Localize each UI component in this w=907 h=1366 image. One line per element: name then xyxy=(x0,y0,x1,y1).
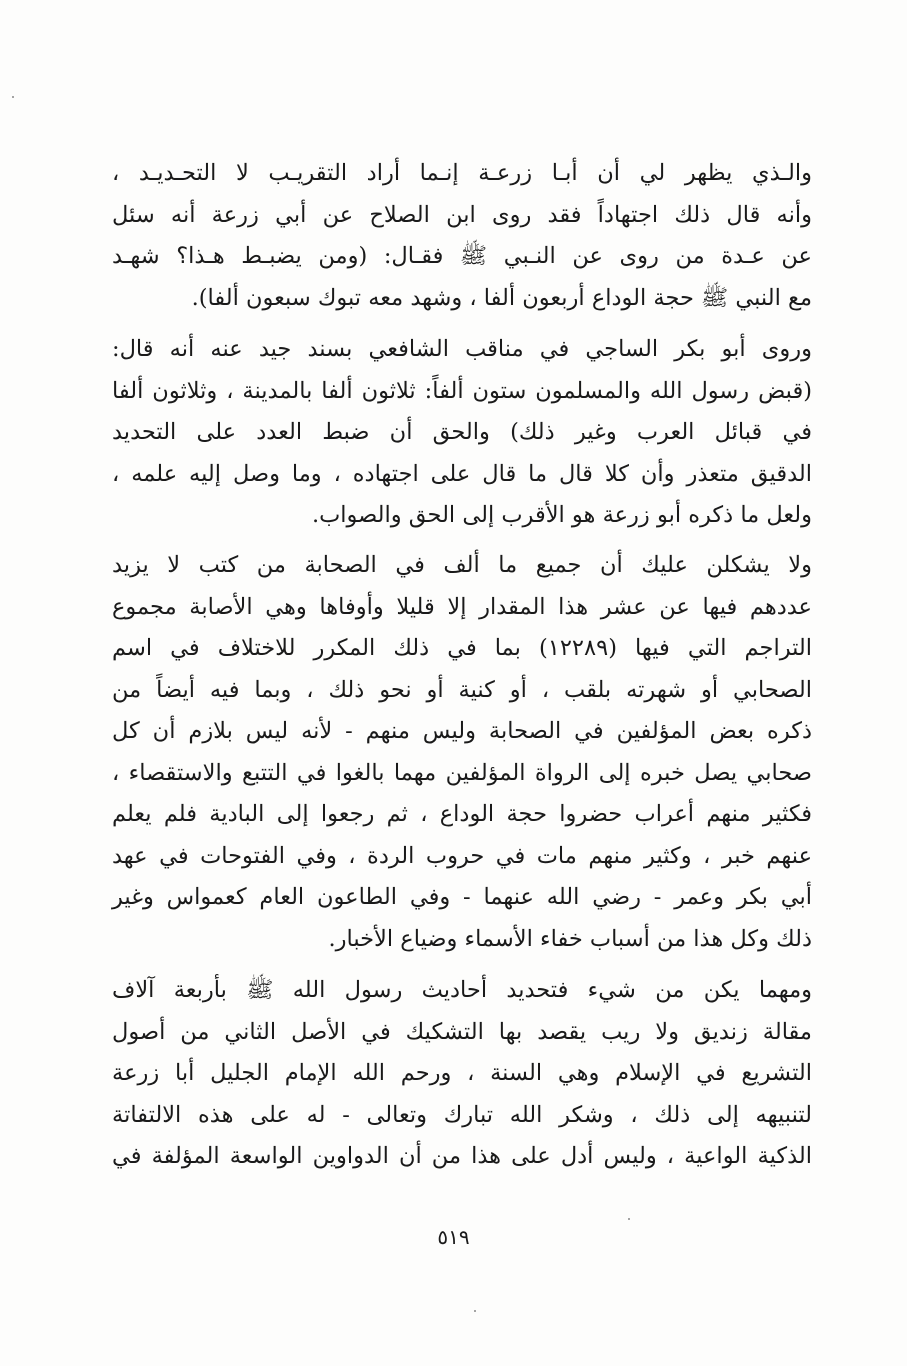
text-line: فكثير منهم أعراب حضروا حجة الوداع ، ثم رجعوا إلى البادية فلم يعلم xyxy=(112,801,812,827)
text-line: ذلك وكل هذا من أسباب خفاء الأسماء وضياع الأخبار. xyxy=(328,925,812,952)
text-line: مع النبي ﷺ حجة الوداع أربعون ألفا ، وشهد معه تبوك سبعون ألفا). xyxy=(191,284,812,311)
text-line: (قبض رسول الله والمسلمون ستون ألفاً: ثلاثون ألفا بالمدينة ، وثلاثون ألفا xyxy=(112,377,812,404)
page-number: ٥١٩ xyxy=(437,1225,470,1249)
scan-speck xyxy=(474,1310,476,1312)
text-line: عنهم خبر ، وكثير منهم مات في حروب الردة ، وفي الفتوحات في عهد xyxy=(112,842,812,869)
text-line: مقالة زنديق ولا ريب يقصد بها التشكيك في الأصل الثاني من أصول xyxy=(112,1018,812,1045)
text-line: والـذي يظهر لي أن أبـا زرعـة إنـما أراد التقريـب لا التحـديـد ، xyxy=(112,160,812,186)
text-line: أبي بكر وعمر - رضي الله عنهما - وفي الطاعون العام كعمواس وغير xyxy=(112,884,812,910)
text-line: ولا يشكلن عليك أن جميع ما ألف في الصحابة من كتب لا يزيد xyxy=(112,552,812,578)
text-line: وأنه قال ذلك اجتهاداً فقد روى ابن الصلاح عن أبي زرعة أنه سئل xyxy=(112,201,812,228)
scan-speck xyxy=(12,96,14,98)
scan-speck xyxy=(628,1218,630,1220)
text-line: صحابي يصل خبره إلى الرواة المؤلفين مهما بالغوا في التتبع والاستقصاء ، xyxy=(112,759,812,786)
text-line: في قبائل العرب وغير ذلك) والحق أن ضبط العدد على التحديد xyxy=(112,419,812,445)
text-line: وروى أبو بكر الساجي في مناقب الشافعي بسند جيد عنه أنه قال: xyxy=(112,336,812,362)
text-line: لتنبيهه إلى ذلك ، وشكر الله تبارك وتعالى - له على هذه الالتفاتة xyxy=(112,1101,812,1128)
text-line: عددهم فيها عن عشر هذا المقدار إلا قليلا وأوفاها وهي الأصابة مجموع xyxy=(112,593,812,620)
paragraph-2 xyxy=(112,329,812,537)
text-line: ذكره بعض المؤلفين في الصحابة وليس منهم - لأنه ليس بلازم أن كل xyxy=(112,718,812,744)
text-line: عن عـدة من روى عن النـبي ﷺ فقـال: (ومن يضبـط هـذا؟ شهـد xyxy=(112,243,812,269)
paragraph-1 xyxy=(112,153,812,319)
text-line: التراجم التي فيها (١٢٢٨٩) بما في ذلك المكرر للاختلاف في اسم xyxy=(112,635,813,661)
paragraph-4 xyxy=(112,970,812,1178)
text-line: ومهما يكن من شيء فتحديد أحاديث رسول الله ﷺ بأربعة آلاف xyxy=(112,977,812,1003)
text-line: الذكية الواعية ، وليس أدل على هذا من أن الدواوين الواسعة المؤلفة في xyxy=(112,1143,812,1169)
text-line: الصحابي أو شهرته بلقب ، أو كنية أو نحو ذلك ، وبما فيه أيضاً من xyxy=(112,676,812,703)
text-line: الدقيق متعذر وأن كلا قال ما قال على اجتهاده ، وما وصل إليه علمه ، xyxy=(112,460,812,487)
paragraph-3 xyxy=(112,545,812,960)
text-line: ولعل ما ذكره أبو زرعة هو الأقرب إلى الحق والصواب. xyxy=(311,502,812,528)
text-line: التشريع في الإسلام وهي السنة ، ورحم الله الإمام الجليل أبا زرعة xyxy=(112,1060,812,1086)
